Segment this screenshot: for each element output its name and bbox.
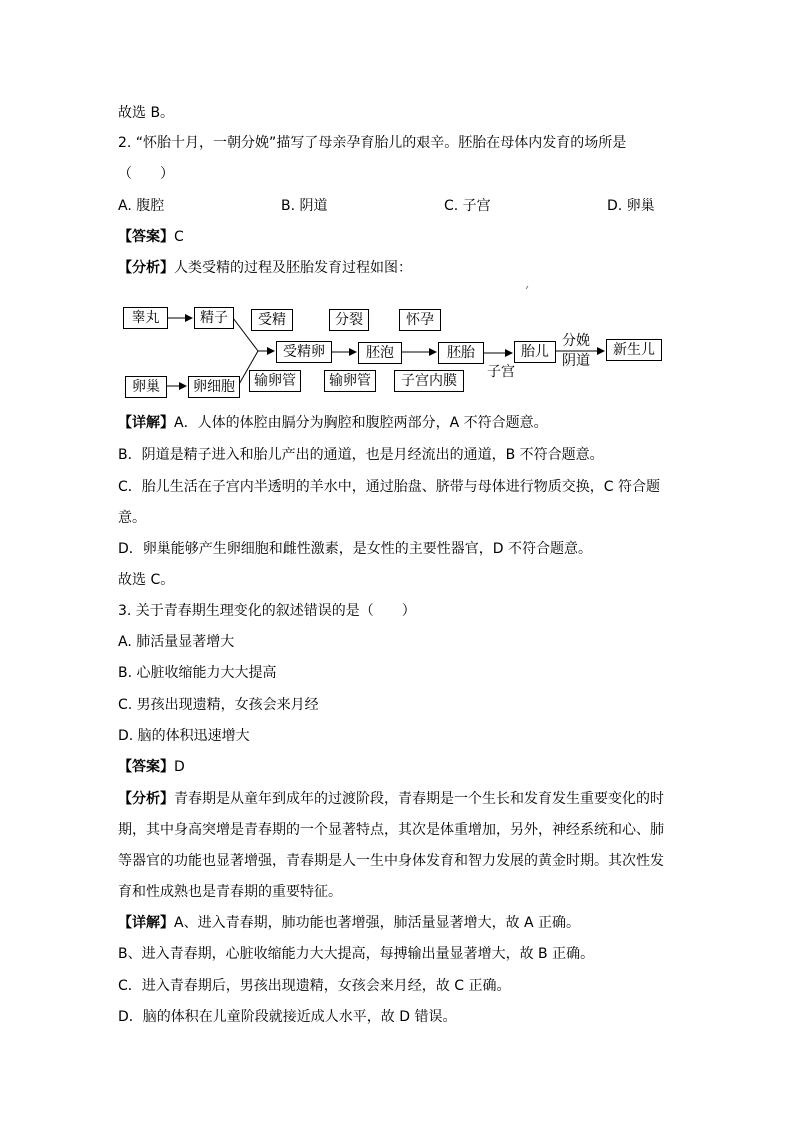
fertilization-label-box: 受精 [251,309,293,331]
q2-option-b: B. 阴道 [281,198,328,214]
q2-option-d: D. 卵巢 [607,198,655,214]
q3-detail-d: D．脑的体积在儿童阶段就接近成人水平，故 D 错误。 [118,1009,457,1025]
q2-detail-c-line-1: C．胎儿生活在子宫内半透明的羊水中，通过胎盘、脐带与母体进行物质交换，C 符合题 [118,479,660,495]
q3-detail-tag: 【详解】 [118,915,174,931]
q2-detail-tag: 【详解】 [118,415,174,431]
pregnancy-label-box: 怀孕 [399,309,441,331]
q3-answer-line [118,758,185,776]
vagina-label: 阴道 [562,353,590,369]
q3-detail-a: A、进入青春期，肺功能也著增强，肺活量显著增大，故 A 正确。 [174,915,581,931]
egg-cell-box: 卵细胞 [188,376,240,398]
division-label-box: 分裂 [329,309,369,331]
testis-box: 睾丸 [123,307,168,329]
q2-stem-line-2: （ ） [118,166,174,182]
q3-option-a: A. 肺活量显著增大 [118,634,235,650]
q3-option-b: B. 心脏收缩能力大大提高 [118,665,277,681]
q2-analysis: 人类受精的过程及胚胎发育过程如图： [174,260,412,276]
blastocyst-box: 胚泡 [358,342,402,364]
q2-option-a: A. 腹腔 [118,198,165,214]
q2-option-c: C. 子宫 [444,198,491,214]
q2-detail-c-line-2: 意。 [118,510,146,526]
newborn-box: 新生儿 [606,339,662,361]
q3-detail-c: C．进入青春期后，男孩出现遗精，女孩会来月经，故 C 正确。 [118,978,511,994]
oviduct-label-box-1: 输卵管 [249,370,301,392]
q3-analysis-line-1 [118,790,664,808]
delivery-label: 分娩 [562,333,590,349]
q3-detail-b: B、进入青春期，心脏收缩能力大大提高，每搏输出量显著增大，故 B 正确。 [118,946,595,962]
q2-analysis-tag: 【分析】 [118,260,174,276]
sperm-box: 精子 [194,307,234,329]
q2-detail-a: A．人体的体腔由膈分为胸腔和腹腔两部分，A 不符合题意。 [174,415,548,431]
q3-option-c: C. 男孩出现遗精，女孩会来月经 [118,697,319,713]
q3-analysis-line-2: 期，其中身高突增是青春期的一个显著特点，其次是体重增加，另外，神经系统和心、肺 [118,822,664,838]
q3-detail-a-line [118,914,580,932]
q3-answer-tag: 【答案】 [118,759,174,775]
q1-conclusion: 故选 B。 [118,105,175,121]
oviduct-label-box-2: 输卵管 [324,370,376,392]
q3-analysis-line-3: 等器官的功能也显著增强，青春期是人一生中身体发育和智力发展的黄金时期。其次性发 [118,853,664,869]
q2-detail-a-line [118,414,548,432]
uterus-label: 子宫 [487,364,515,380]
q3-analysis-1: 青春期是从童年到成年的过渡阶段，青春期是一个生长和发育发生重要变化的时 [174,791,664,807]
zygote-box: 受精卵 [276,341,332,363]
q2-detail-d: D．卵巢能够产生卵细胞和雌性激素，是女性的主要性器官，D 不符合题意。 [118,541,593,557]
q3-analysis-line-4: 育和性成熟也是青春期的重要特征。 [118,884,342,900]
fetus-box: 胎儿 [514,341,556,363]
q2-answer-tag: 【答案】 [118,229,174,245]
q2-conclusion: 故选 C。 [118,572,175,588]
q3-answer: D [174,759,185,775]
q2-answer: C [174,229,184,245]
q2-detail-b: B．阴道是精子进入和胎儿产出的通道，也是月经流出的通道，B 不符合题意。 [118,447,604,463]
uterine-lining-label-box: 子宫内膜 [394,370,464,392]
q3-stem: 3. 关于青春期生理变化的叙述错误的是（ ） [118,603,416,619]
embryo-box: 胚胎 [438,342,484,364]
q3-option-d: D. 脑的体积迅速增大 [118,728,250,744]
ovary-box: 卵巢 [125,376,167,398]
q3-analysis-tag: 【分析】 [118,791,174,807]
q2-stem-line-1: 2. “怀胎十月，一朝分娩”描写了母亲孕育胎儿的艰辛。胚胎在母体内发育的场所是 [118,135,627,151]
